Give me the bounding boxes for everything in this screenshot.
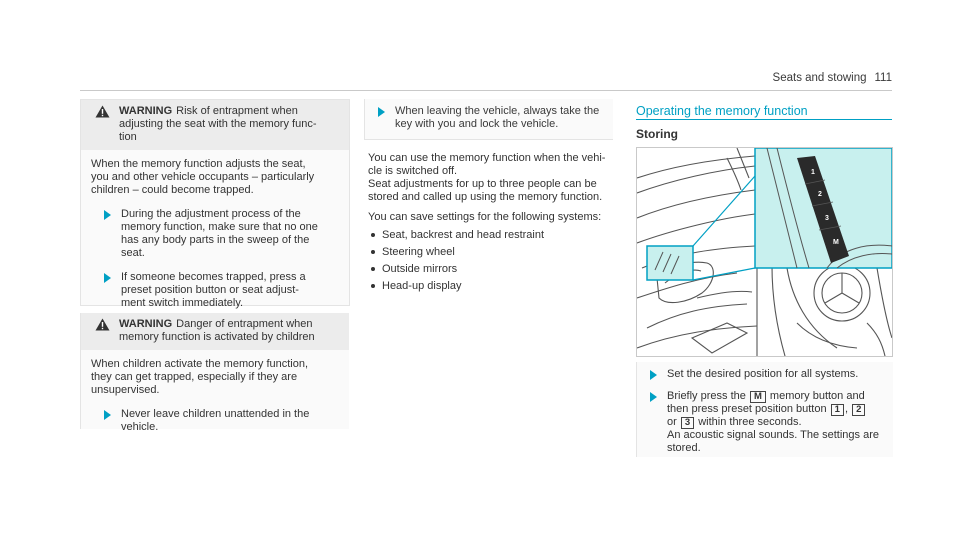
step-text: Never leave children unattended in the xyxy=(121,408,310,420)
warning-text: When the memory function adjusts the seat, xyxy=(91,158,306,170)
warning-box-entrapment-children xyxy=(80,313,349,433)
warning-box-entrapment-adjust xyxy=(80,99,350,309)
bullet-icon xyxy=(371,284,375,288)
intro-text: You can use the memory function when the vehi- xyxy=(368,152,606,164)
instruction-step xyxy=(637,390,893,455)
list-item xyxy=(368,263,618,276)
bullet-icon xyxy=(371,267,375,271)
warning-title: adjusting the seat with the memory func- xyxy=(119,118,317,130)
section-title-rule xyxy=(636,119,892,120)
warning-triangle-icon xyxy=(95,105,110,118)
warning-title: tion xyxy=(119,131,137,143)
step-arrow-icon xyxy=(650,392,657,402)
step-text: has any body parts in the sweep of the xyxy=(121,234,310,246)
step-text: key with you and lock the vehicle. xyxy=(395,118,559,130)
section-name: Seats and stowing xyxy=(772,72,867,84)
warning-text: they can get trapped, especially if they are xyxy=(91,371,298,383)
systems-intro: You can save settings for the following systems: xyxy=(368,211,602,223)
intro-text: cle is switched off. xyxy=(368,165,458,177)
warning-text: you and other vehicle occupants – particularly xyxy=(91,171,315,183)
step-text: During the adjustment process of the xyxy=(121,208,301,220)
running-header xyxy=(773,72,892,84)
list-item-text: Steering wheel xyxy=(382,246,455,258)
instruction-step xyxy=(637,368,893,381)
section-title: Operating the memory function xyxy=(636,104,808,118)
list-item-text: Head-up display xyxy=(382,280,462,292)
step-text: or xyxy=(667,416,677,428)
memory-button-m-label: M xyxy=(833,239,839,246)
memory-key-m: M xyxy=(750,391,766,403)
preset-key-1: 1 xyxy=(831,404,844,416)
step-text: memory function, make sure that no one xyxy=(121,221,318,233)
instruction-step xyxy=(91,408,339,434)
instruction-step xyxy=(365,105,613,131)
warning-text: children – could become trapped. xyxy=(91,184,254,196)
preset-key-2: 2 xyxy=(852,404,865,416)
step-arrow-icon xyxy=(378,107,385,117)
header-rule xyxy=(80,90,892,91)
instruction-step xyxy=(91,271,339,310)
step-text: memory button and xyxy=(769,390,865,402)
warning-triangle-icon xyxy=(95,318,110,331)
step-text: ment switch immediately. xyxy=(121,297,244,309)
warning-header xyxy=(81,100,349,150)
step-text: preset position button or seat adjust- xyxy=(121,284,299,296)
preset-button-3-label: 3 xyxy=(825,215,829,222)
step-text: seat. xyxy=(121,247,145,259)
step-arrow-icon xyxy=(104,273,111,283)
bullet-icon xyxy=(371,250,375,254)
step-text: Set the desired position for all systems. xyxy=(667,368,859,380)
memory-button-illustration xyxy=(636,147,893,357)
step-arrow-icon xyxy=(104,210,111,220)
systems-list xyxy=(368,229,618,293)
list-item-text: Outside mirrors xyxy=(382,263,458,275)
step-arrow-icon xyxy=(104,410,111,420)
memory-intro xyxy=(368,152,618,297)
warning-text: When children activate the memory function, xyxy=(91,358,309,370)
preset-button-1-label: 1 xyxy=(811,169,815,176)
page-number: 111 xyxy=(874,72,892,84)
step-text: vehicle. xyxy=(121,421,159,433)
step-text: An acoustic signal sounds. The settings are xyxy=(667,429,879,441)
subsection-title: Storing xyxy=(636,127,678,141)
step-text: stored. xyxy=(667,442,701,454)
instruction-step xyxy=(91,208,339,260)
warning-label: WARNING xyxy=(119,318,173,330)
step-text: If someone becomes trapped, press a xyxy=(121,271,306,283)
bullet-icon xyxy=(371,233,375,237)
warning-title: Risk of entrapment when xyxy=(176,105,298,117)
step-text: , xyxy=(844,403,849,415)
list-item-text: Seat, backrest and head restraint xyxy=(382,229,545,241)
step-text: then press preset position button xyxy=(667,403,827,415)
step-arrow-icon xyxy=(650,370,657,380)
list-item xyxy=(368,280,618,293)
warning-header xyxy=(81,313,349,350)
warning-continuation xyxy=(364,99,613,140)
warning-title: memory function is activated by children xyxy=(119,331,315,343)
intro-text: Seat adjustments for up to three people can be xyxy=(368,178,597,190)
warning-text: unsupervised. xyxy=(91,384,160,396)
warning-label: WARNING xyxy=(119,105,173,117)
warning-body xyxy=(81,150,349,320)
preset-key-3: 3 xyxy=(681,417,694,429)
step-text: within three seconds. xyxy=(698,416,802,428)
step-text: Briefly press the xyxy=(667,390,746,402)
warning-body xyxy=(81,350,349,444)
warning-title: Danger of entrapment when xyxy=(176,318,313,330)
storing-steps xyxy=(636,362,893,457)
preset-button-2-label: 2 xyxy=(818,191,822,198)
list-item xyxy=(368,229,618,242)
door-panel-drawing xyxy=(637,148,892,356)
list-item xyxy=(368,246,618,259)
step-text: When leaving the vehicle, always take the xyxy=(395,105,600,117)
intro-text: stored and called up using the memory function. xyxy=(368,191,603,203)
intro-paragraph xyxy=(368,152,618,204)
